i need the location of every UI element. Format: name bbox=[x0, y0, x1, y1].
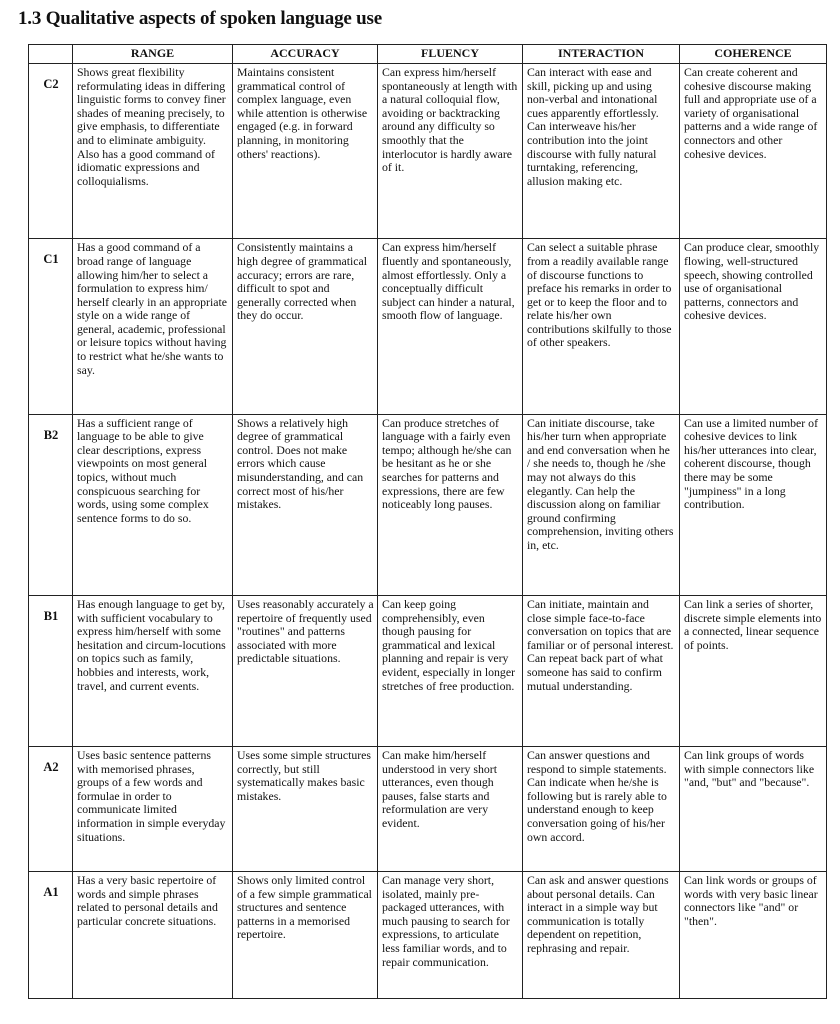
level-label: B1 bbox=[29, 595, 73, 746]
cell-range: Uses basic sentence patterns with memorised phrases, groups of a few words and formulae in order to communicate limited information in simple everyday situations. bbox=[73, 747, 233, 872]
header-fluency: FLUENCY bbox=[378, 45, 523, 64]
cell-interaction: Can initiate, maintain and close simple face-to-face conversation on topics that are familiar or of personal interest. Can repeat back part of what someone has said to confirm mutual understanding. bbox=[523, 595, 680, 746]
cell-fluency: Can produce stretches of language with a fairly even tempo; although he/she can be hesitant as he or she searches for patterns and expressions, there are few noticeably long pauses. bbox=[378, 414, 523, 595]
cell-interaction: Can select a suitable phrase from a readily available range of discourse functions to preface his remarks in order to get or to keep the floor and to relate his/her own contributions skilfully to those of other speakers. bbox=[523, 239, 680, 414]
qualitative-aspects-table bbox=[28, 44, 827, 999]
cell-interaction: Can ask and answer questions about personal details. Can interact in a simple way but communication is totally dependent on repetition, rephrasing and repair. bbox=[523, 872, 680, 999]
cell-interaction: Can answer questions and respond to simple statements. Can indicate when he/she is following but is rarely able to understand enough to keep conversation going of his/her own accord. bbox=[523, 747, 680, 872]
cell-range: Shows great flexibility reformulating ideas in differing linguistic forms to convey finer shades of meaning precisely, to give emphasis, to differentiate and to eliminate ambiguity. Also has a good command of idiomatic expressions and colloquialisms. bbox=[73, 64, 233, 239]
cell-fluency: Can make him/herself understood in very short utterances, even though pauses, false starts and reformulation are very evident. bbox=[378, 747, 523, 872]
cell-coherence: Can use a limited number of cohesive devices to link his/her utterances into clear, coherent discourse, though there may be some "jumpiness" in a long contribution. bbox=[680, 414, 827, 595]
cell-accuracy: Uses some simple structures correctly, but still systematically makes basic mistakes. bbox=[233, 747, 378, 872]
row-b2 bbox=[29, 414, 827, 595]
cell-range: Has a very basic repertoire of words and simple phrases related to personal details and particular concrete situations. bbox=[73, 872, 233, 999]
cell-coherence: Can link words or groups of words with very basic linear connectors like "and" or "then". bbox=[680, 872, 827, 999]
row-c1 bbox=[29, 239, 827, 414]
cell-range: Has a sufficient range of language to be able to give clear descriptions, express viewpoints on most general topics, without much conspicuous searching for words, using some complex sentence forms to do so. bbox=[73, 414, 233, 595]
header-coherence: COHERENCE bbox=[680, 45, 827, 64]
cell-range: Has enough language to get by, with sufficient vocabulary to express him/herself with some hesitation and circum-locutions on topics such as family, hobbies and interests, work, travel, and current events. bbox=[73, 595, 233, 746]
cell-coherence: Can produce clear, smoothly flowing, well-structured speech, showing controlled use of organisational patterns, connectors and cohesive devices. bbox=[680, 239, 827, 414]
cell-coherence: Can link a series of shorter, discrete simple elements into a connected, linear sequence of points. bbox=[680, 595, 827, 746]
cell-fluency: Can express him/herself spontaneously at length with a natural colloquial flow, avoiding or backtracking around any difficulty so smoothly that the interlocutor is hardly aware of it. bbox=[378, 64, 523, 239]
level-label: C2 bbox=[29, 64, 73, 239]
cell-accuracy: Shows only limited control of a few simple grammatical structures and sentence patterns in a memorised repertoire. bbox=[233, 872, 378, 999]
row-a2 bbox=[29, 747, 827, 872]
header-accuracy: ACCURACY bbox=[233, 45, 378, 64]
cell-interaction: Can initiate discourse, take his/her turn when appropriate and end conversation when he / she needs to, though he /she may not always do this elegantly. Can help the discussion along on familiar ground confirming comprehension, inviting others in, etc. bbox=[523, 414, 680, 595]
row-a1 bbox=[29, 872, 827, 999]
cell-range: Has a good command of a broad range of language allowing him/her to select a formulation to express him/ herself clearly in an appropriate style on a wide range of general, academic, professional or leisure topics without having to restrict what he/she wants to say. bbox=[73, 239, 233, 414]
cell-accuracy: Shows a relatively high degree of grammatical control. Does not make errors which cause misunderstanding, and can correct most of his/her mistakes. bbox=[233, 414, 378, 595]
page-title: 1.3 Qualitative aspects of spoken language use bbox=[18, 8, 382, 29]
header-interaction: INTERACTION bbox=[523, 45, 680, 64]
cell-coherence: Can create coherent and cohesive discourse making full and appropriate use of a variety of organisational patterns and a wide range of connectors and other cohesive devices. bbox=[680, 64, 827, 239]
level-label: A1 bbox=[29, 872, 73, 999]
level-label: B2 bbox=[29, 414, 73, 595]
row-b1 bbox=[29, 595, 827, 746]
cell-accuracy: Consistently maintains a high degree of grammatical accuracy; errors are rare, difficult to spot and generally corrected when they do occur. bbox=[233, 239, 378, 414]
cell-fluency: Can keep going comprehensibly, even though pausing for grammatical and lexical planning and repair is very evident, especially in longer stretches of free production. bbox=[378, 595, 523, 746]
cell-fluency: Can manage very short, isolated, mainly pre-packaged utterances, with much pausing to search for expressions, to articulate less familiar words, and to repair communication. bbox=[378, 872, 523, 999]
cell-fluency: Can express him/herself fluently and spontaneously, almost effortlessly. Only a conceptually difficult subject can hinder a natural, smooth flow of language. bbox=[378, 239, 523, 414]
header-row bbox=[29, 45, 827, 64]
cell-interaction: Can interact with ease and skill, picking up and using non-verbal and intonational cues apparently effortlessly. Can interweave his/her contribution into the joint discourse with fully natural turntaking, referencing, allusion making etc. bbox=[523, 64, 680, 239]
row-c2 bbox=[29, 64, 827, 239]
level-label: A2 bbox=[29, 747, 73, 872]
header-corner bbox=[29, 45, 73, 64]
cell-accuracy: Uses reasonably accurately a repertoire of frequently used "routines" and patterns associated with more predictable situations. bbox=[233, 595, 378, 746]
cell-accuracy: Maintains consistent grammatical control of complex language, even while attention is otherwise engaged (e.g. in forward planning, in monitoring others' reactions). bbox=[233, 64, 378, 239]
cell-coherence: Can link groups of words with simple connectors like "and, "but" and "because". bbox=[680, 747, 827, 872]
header-range: RANGE bbox=[73, 45, 233, 64]
level-label: C1 bbox=[29, 239, 73, 414]
